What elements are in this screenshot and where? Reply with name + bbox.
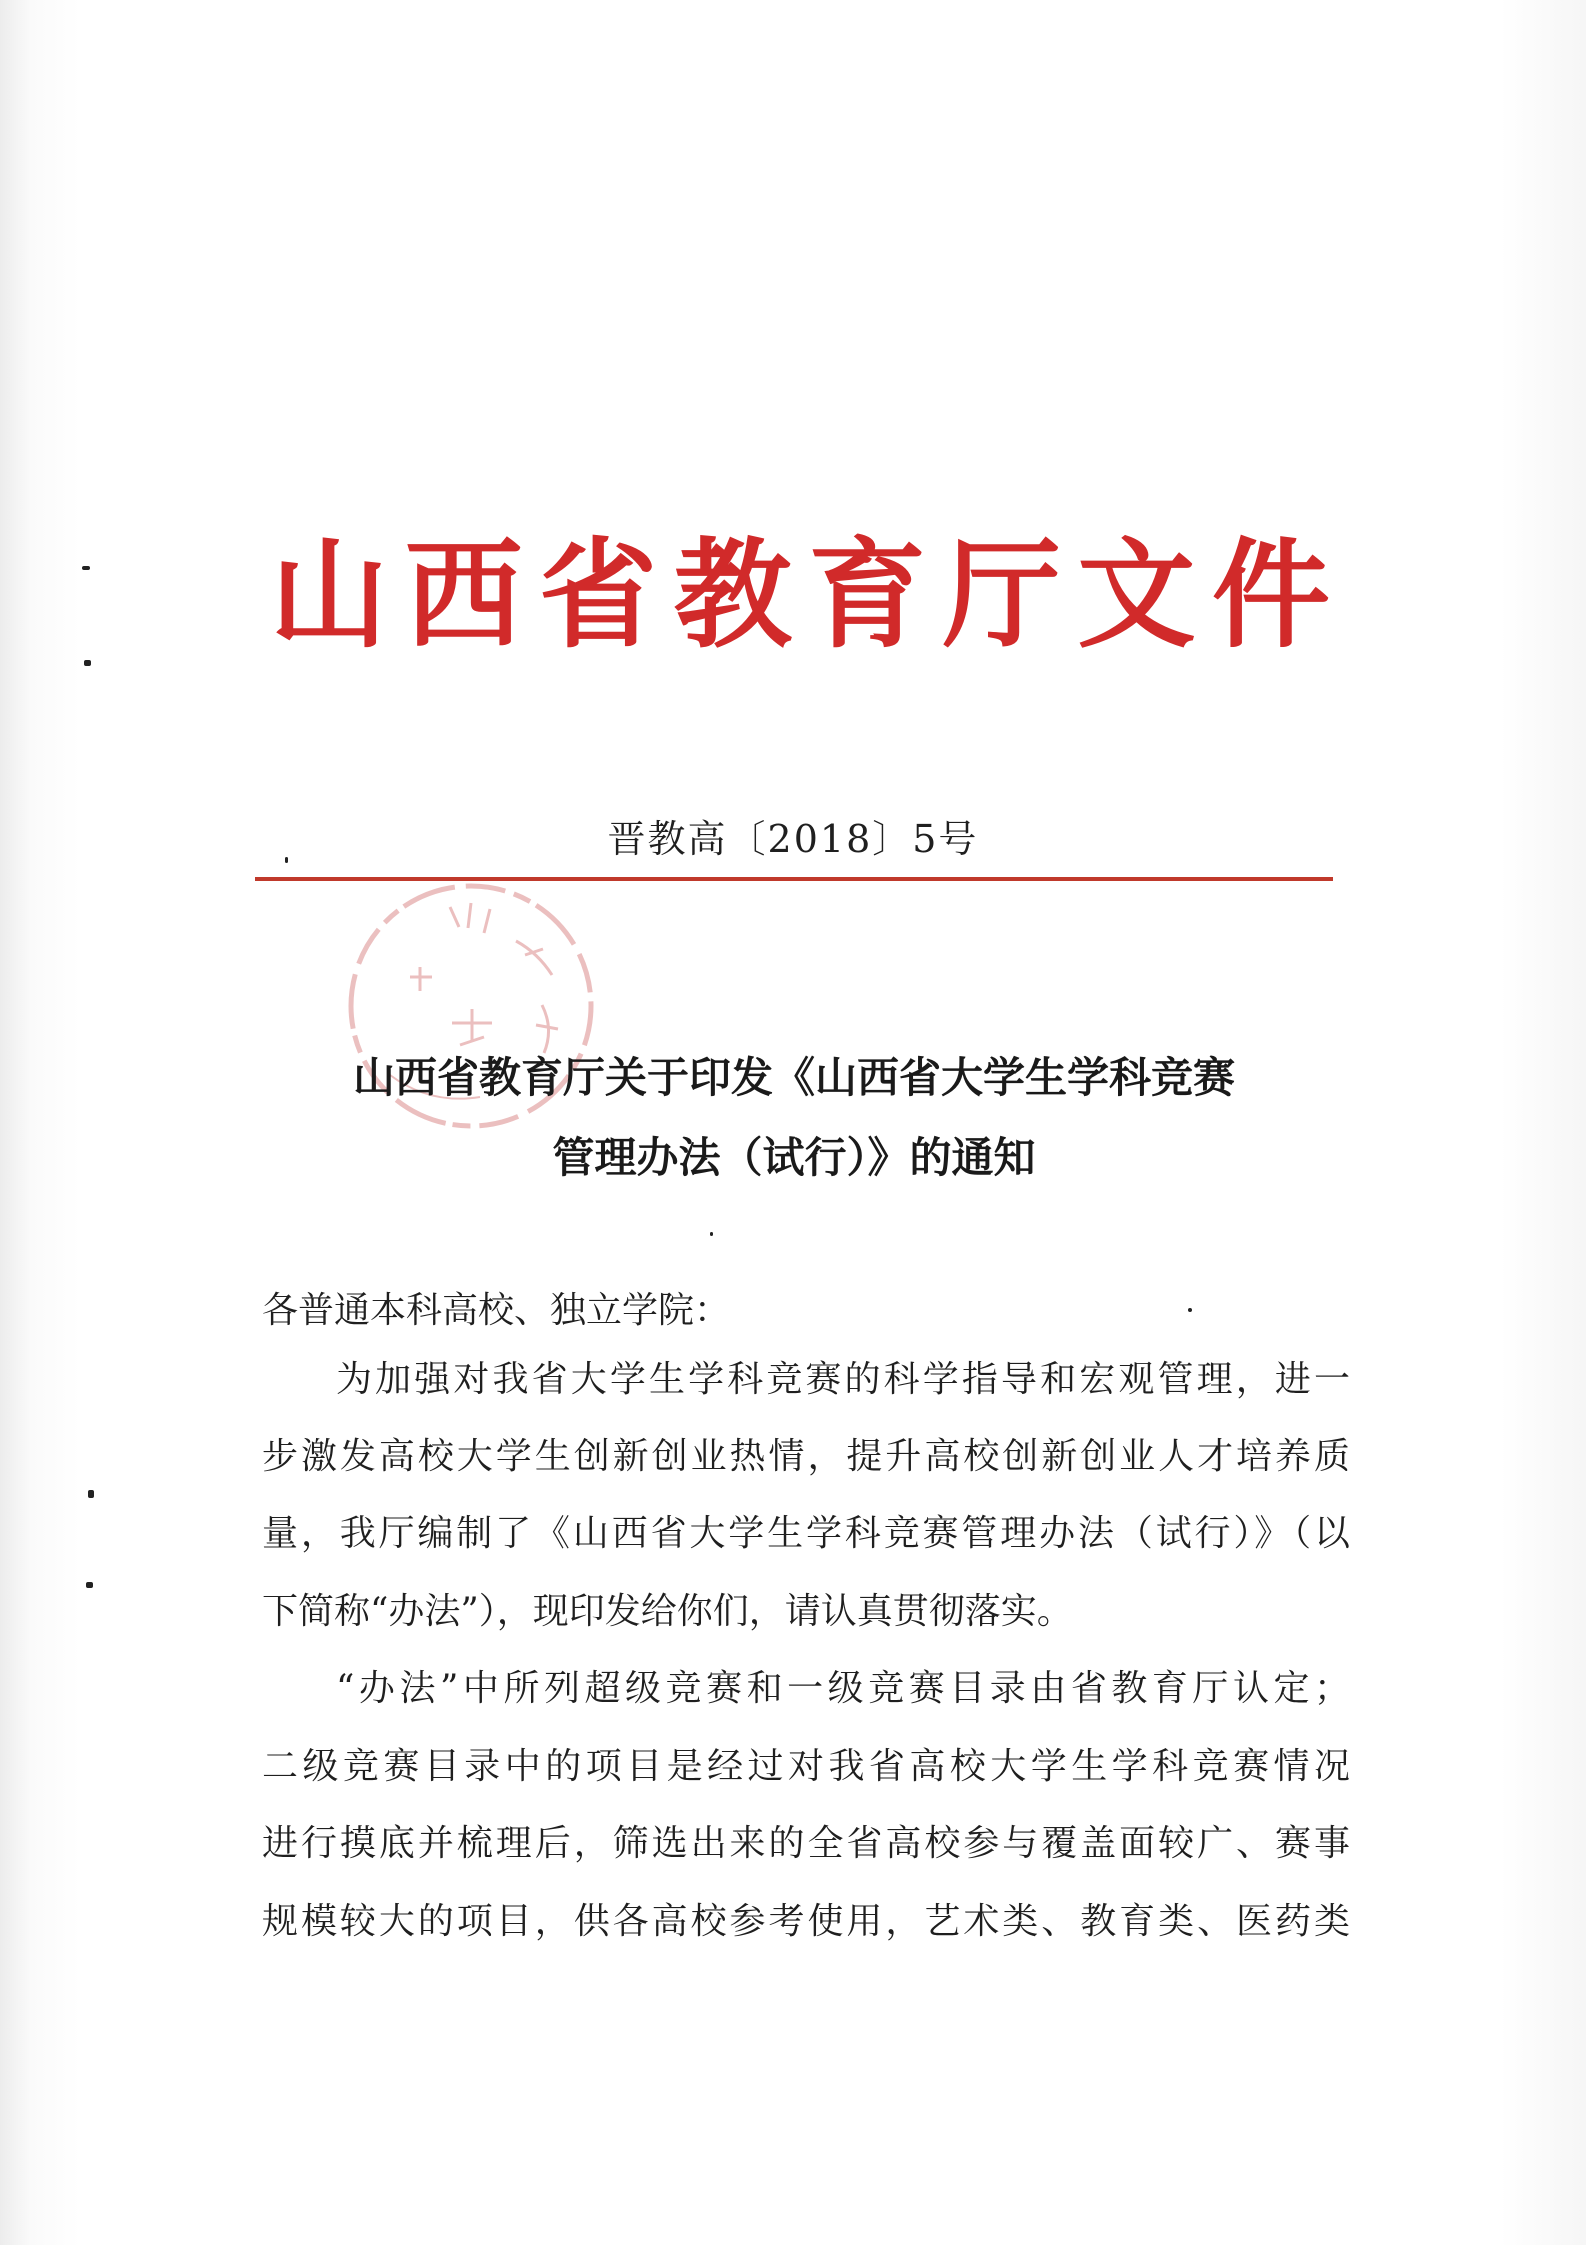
masthead-char: 育: [808, 526, 927, 664]
masthead-char: 文: [1077, 526, 1196, 664]
masthead-char: 省: [539, 526, 658, 664]
scan-speck: [710, 1232, 713, 1236]
masthead-char: 件: [1211, 526, 1330, 664]
paragraph-line: 二级竞赛目录中的项目是经过对我省高校大学生学科竞赛情况: [262, 1746, 1350, 1787]
scan-speck: [82, 566, 90, 570]
masthead-char: 厅: [942, 526, 1061, 664]
scan-speck: [84, 660, 91, 666]
notice-title-line-2: 管理办法（试行）》的通知: [552, 1133, 1036, 1182]
paragraph-line: 为加强对我省大学生学科竞赛的科学指导和宏观管理，进一: [336, 1359, 1350, 1400]
masthead-char: 教: [673, 526, 792, 664]
paragraph-line: “办法”中所列超级竞赛和一级竞赛目录由省教育厅认定；: [336, 1668, 1350, 1709]
paragraph-line: 步激发高校大学生创新创业热情，提升高校创新创业人才培养质: [262, 1436, 1350, 1477]
notice-title-line-1: 山西省教育厅关于印发《山西省大学生学科竞赛: [352, 1053, 1235, 1102]
scan-speck: [88, 1490, 94, 1498]
masthead-char: 山: [270, 526, 389, 664]
salutation: 各普通本科高校、独立学院：: [262, 1290, 731, 1331]
masthead-char: 西: [404, 526, 523, 664]
masthead-title: [270, 520, 1330, 670]
scan-speck: [86, 1582, 93, 1588]
paragraph-line: 规模较大的项目，供各高校参考使用，艺术类、教育类、医药类: [262, 1901, 1350, 1942]
paragraph-line: 量，我厅编制了《山西省大学生学科竞赛管理办法（试行）》（以: [262, 1513, 1350, 1554]
paragraph-line: 进行摸底并梳理后，筛选出来的全省高校参与覆盖面较广、赛事: [262, 1823, 1350, 1864]
scan-speck: [1188, 1308, 1192, 1312]
document-number: 晋教高〔2018〕5号: [607, 817, 979, 861]
paragraph-line: 下简称“办法”），现印发给你们，请认真贯彻落实。: [262, 1591, 1073, 1632]
